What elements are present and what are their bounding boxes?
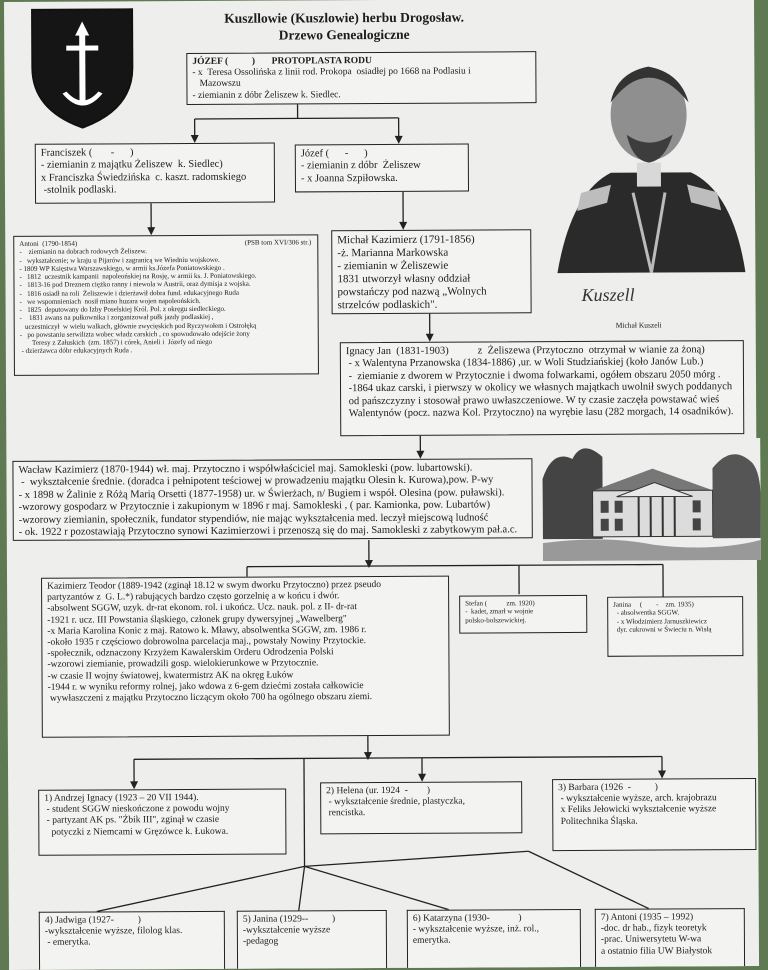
barbara-line-2: - wykształcenie wyższe, arch. krajobrazu [558,793,750,805]
helena-line-2: - wykształcenie średnie, plastyczka, [326,796,516,808]
box-helena [320,781,522,834]
portrait-signature: Kuszell [580,285,634,305]
kazimierz-line-8: -wzorowi ziemianie, prowadzili gosp. wielokierunkowe w Przytocznie. [47,658,443,671]
jozef-founder-line-1: JÓZEF ( ) PROTOPLASTA RODU [192,55,530,68]
box-janina-1935 [607,596,743,657]
title-line-1: Kuszllowie (Kuszlowie) herbu Drogosław. [174,9,514,28]
box-michal-kazimierz [331,229,531,314]
katarzyna-line-1: 6) Katarzyna (1930- ) [413,913,575,925]
janina-2-line-2: -wykształcenie wyższe [243,925,381,937]
box-barbara [552,778,756,851]
franciszek-line-1: Franciszek ( - ) [41,147,269,161]
antoni-1-line-1: Antoni (1790-1854) [19,238,312,248]
antoni-2-line-1: 7) Antoni (1935 – 1992) [601,912,739,924]
kazimierz-line-7: -społecznik, odznaczony Krzyżem Kawalerskim Orderu Odrodzenia Polski [47,647,443,660]
antoni-1-line-8: - we wspomnieniach nosił miano huzara wojen napoleońskich. [20,296,313,306]
antoni-2-line-3: -prac. Uniwersytetu W-wa [601,935,739,947]
antoni-1-line-9: - 1825 deputowany do Izby Poselskiej Król. Pol. z okręgu siedleckiego. [20,304,313,314]
kazimierz-line-9: -w czasie II wojny światowej, kwatermistrz AK na okręg Łuków [48,669,444,682]
janina-1-line-1: Janina ( - zm. 1935) [613,600,737,609]
antoni-1-line-12: - po powstaniu serwilizta wobec władz carskich , co spowodowało odejście żony [20,329,313,339]
box-andrzej-ignacy [38,788,286,855]
jadwiga-line-2: -wykształcenie wyższe, filolog klas. [45,926,219,938]
antoni-1-line-2: - ziemianin na dobrach rodowych Żeliszew. [19,247,312,257]
box-stefan [459,595,587,634]
ignacy-line-6: Walentynów (pocz. nazwa Kol. Przytoczno) na wyrębie lasu (282 morgach, 14 osadników). [346,406,738,420]
antoni-2-line-4: a ostatnio filia UW Białystok [601,946,739,958]
jozef-2-line-1: Józef ( - ) [301,148,463,161]
michal-line-2: -ż. Marianna Markowska [337,246,525,260]
katarzyna-line-3: emerytka. [413,935,575,947]
stefan-line-3: polsko-bolszewickiej. [465,615,581,624]
helena-line-3: rencistka. [326,808,516,820]
jozef-2-line-3: - x Joanna Szpiłowska. [301,172,463,185]
andrzej-line-4: potyczki z Niemcami w Gręzówce k. Łukowa. [44,826,280,838]
antoni-1-line-11: uczestniczył w wielu walkach, głównie zwycięskich pod Ryczywołem i Ostrołęką [20,321,313,331]
kazimierz-line-3: -absolwent SGGW, uzyk. dr-rat ekonom. rol. i ukończ. Ucz. nauk. pol. z II- dr-rat [47,602,443,615]
jozef-2-line-2: - ziemianin z dóbr Żeliszew [301,160,463,173]
franciszek-line-4: -stolnik podlaski. [41,184,269,198]
janina-1-line-2: - absolwentka SGGW. [613,608,737,617]
janina-1-line-3: - x Włodzimierz Jarnuszkiewicz [613,617,737,626]
helena-line-1: 2) Helena (ur. 1924 - ) [326,785,516,797]
antoni-1-line-6: - 1813-16 pod Dreznem ciężko ranny i niewola w Austrii, oraz dymisja z wojska. [19,280,312,290]
franciszek-line-3: x Franciszka Świedzińska c. kaszt. radomskiego [41,171,269,185]
michal-line-4: 1831 utworzył własny oddział [337,272,525,286]
barbara-line-3: x Feliks Jełowicki wykształcenie wyższe [558,804,750,816]
janina-2-line-1: 5) Janina (1929-- ) [243,914,381,926]
box-franciszek [35,143,275,204]
waclaw-line-1: Wacław Kazimierz (1870-1944) wł. maj. Przytoczno i współwłaściciel maj. Samokleski (pow. lubartowski). [18,462,526,477]
kazimierz-line-1: Kazimierz Teodor (1889-1942 (zginął 18.12 w swym dworku Przytoczno) przez pseudo [47,580,443,593]
antoni-1-line-5: - 1812 uczestnik kampanii napoleońskiej na Rosję, w armii ks. J. Poniatowskiego. [19,271,312,281]
ignacy-line-5: od pańszczyzny i stosował prawo uwłaszczeniowe. W ty czasie zaczęła powstawać wieś [346,394,738,408]
andrzej-line-3: - partyzant AK ps. "Żbik III", zginął w czasie [44,815,280,827]
michal-line-1: Michał Kazimierz (1791-1856) [337,233,525,247]
antoni-1-line-3: - wykształcenie; w kraju u Pijarów i zagranicą we Wiedniu wojskowe. [19,255,312,265]
waclaw-line-3: - x 1898 w Żalinie z Różą Marią Orsetti (1877-1958) ur. w Świerżach, n/ Bugiem i współ. Olesina (pow. puławski). [19,487,527,502]
antoni-1-line-13: Teresy z Załuskich (zm. 1857) i córek, Anieli i Józefy od niego [20,337,313,347]
box-janina-1929 [237,910,387,969]
jozef-founder-line-3: Mazowszu [192,78,530,91]
kazimierz-line-11: wywłaszczeni z majątku Przytoczno liczącym około 700 ha ogólnego obszaru ziemi. [48,692,444,705]
box-jadwiga [39,911,225,970]
antoni-psb-reference: (PSB tom XVI/306 str.) [245,238,312,246]
ignacy-line-1: Ignacy Jan (1831-1903) z Żeliszewa (Przytoczno otrzymał w wianie za żoną) [346,344,738,358]
kazimierz-line-2: partyzantów z G. L.*) rabujących bardzo często gorzelnię a w końcu i dwór. [47,591,443,604]
ignacy-line-3: - ziemianie z dworem w Przytocznie i dwoma folwarkami, ogółem obszaru 2050 mórg . [346,369,738,383]
box-katarzyna [407,909,581,968]
box-waclaw-kazimierz [12,458,532,541]
janina-1-line-4: dyr. cukrowni w Świeciu n. Wisłą [613,625,737,634]
portrait-michal-kuszell [540,42,754,333]
waclaw-line-2: - wykształcenie średnie. (doradca i pełnipotent teściowej w prowadzeniu majątku Olesin k. Kurowa),pow. P-wy [18,475,526,490]
franciszek-line-2: - ziemianin z majątku Żeliszew k. Siedlec) [41,159,269,173]
ignacy-line-2: - x Walentyna Przanowska (1834-1886) ,ur. w Woli Studziańskiej (koło Janów Lub.) [346,357,738,371]
ignacy-line-4: -1864 ukaz carski, i pierwszy w okolicy we własnych majątkach uwolnił swych poddanych [346,381,738,395]
antoni-1-line-7: - 1816 osiadł na roli Żeliszewie i dzierżawił dobra fund. edukacyjnego Ruda [20,288,313,298]
stefan-line-1: Stefan ( zm. 1920) [465,599,581,608]
jozef-founder-line-4: - ziemianin z dóbr Żeliszew k. Siedlec. [192,89,530,102]
jozef-founder-line-2: - x Teresa Ossolińska z linii rod. Prokopa osiadłej po 1668 na Podlasiu i [192,66,530,79]
katarzyna-line-2: - wykształcenie wyższe, inż. rol., [413,924,575,936]
kazimierz-line-4: -1921 r. ucz. III Powstania śląskiego, członek grupy dywersyjnej „Wawelberg" [47,613,443,626]
waclaw-line-5: -wzorowy ziemianin, społecznik, fundator stypendiów, nie mając wykształcenia med. leczył miejscową ludność [19,512,527,527]
box-jozef-founder [186,51,536,105]
antoni-1-line-4: - 1809 WP Księstwa Warszawskiego, w armii ks.Józefa Poniatowskiego . [19,263,312,273]
antoni-2-line-2: -doc. dr hab., fizyk teoretyk [601,923,739,935]
michal-line-3: - ziemianin w Żeliszewie [337,259,525,273]
kazimierz-line-10: -1944 r. w wyniku reformy rolnej, jako wdowa z 6-gem dziećmi została całkowicie [48,680,444,693]
stefan-line-2: - kadet, zmarł w wojnie [465,607,581,616]
portrait-caption: Michał Kuszeli [616,321,662,330]
manor-house-sketch [542,438,761,561]
jadwiga-line-1: 4) Jadwiga (1927- ) [45,915,219,927]
title-line-2: Drzewo Genealogiczne [174,26,514,45]
andrzej-line-2: - student SGGW nieskończone z powodu wojny [44,804,280,816]
kazimierz-line-5: -x Maria Karolina Konic z maj. Ratowo k. Mławy, absolwentka SGGW, zm. 1986 r. [47,624,443,637]
waclaw-line-4: -wzorowy gospodarz w Przytocznie i zakupionym w 1896 r maj. Samokleski , ( par. Kamionka, pow. Lubartów) [19,499,527,514]
box-antoni-1790 [13,234,319,376]
box-kazimierz-teodor [41,576,450,738]
box-jozef-2 [295,144,469,193]
jadwiga-line-3: - emerytka. [45,937,219,949]
box-ignacy-jan [340,340,744,436]
janina-2-line-3: -pedagog [243,936,381,948]
waclaw-line-6: - ok. 1922 r pozostawiają Przytoczno synowi Kazimierzowi i przenoszą się do maj. Samokleski z zabytkowym pał.a.c. [19,524,527,539]
barbara-line-1: 3) Barbara (1926 - ) [558,782,750,794]
antoni-1-line-10: - 1831 awans na pułkownika i zorganizował pułk jazdy podlaskiej , [20,313,313,323]
andrzej-line-1: 1) Andrzej Ignacy (1923 – 20 VII 1944). [44,793,280,805]
box-antoni-1935 [595,908,745,967]
michal-line-5: powstańczy pod nazwą „Wolnych [337,285,525,299]
michal-line-6: strzelców podlaskich". [338,298,526,312]
antoni-1-line-14: - dzierżawca dóbr edukacyjnych Ruda . [20,346,313,356]
kazimierz-line-6: -około 1935 r częściowo dobrowolna parcelacja maj., powstały Nowiny Przytockie. [47,636,443,649]
barbara-line-4: Politechnika Śląska. [558,816,750,828]
genealogy-sheet [4,0,759,970]
